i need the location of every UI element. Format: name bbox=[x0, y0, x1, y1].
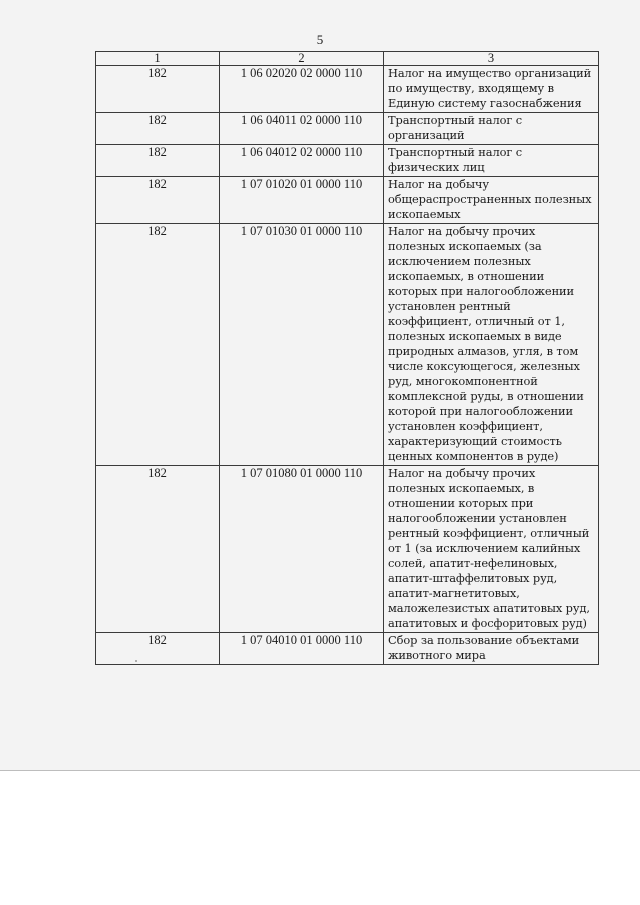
revenue-code-cell: 1 07 01020 01 0000 110 bbox=[220, 177, 384, 224]
revenue-code-cell: 1 06 04012 02 0000 110 bbox=[220, 145, 384, 177]
revenue-code-cell: 1 06 04011 02 0000 110 bbox=[220, 113, 384, 145]
admin-code-cell: 182 bbox=[96, 466, 220, 633]
table-row bbox=[96, 466, 599, 633]
revenue-code-cell: 1 07 04010 01 0000 110 bbox=[220, 633, 384, 665]
table-header-row bbox=[96, 52, 599, 66]
table-row bbox=[96, 66, 599, 113]
admin-code-cell: 182 bbox=[96, 177, 220, 224]
table-row bbox=[96, 113, 599, 145]
revenue-name-cell: Транспортный налог с физических лиц bbox=[384, 145, 599, 177]
admin-code-cell: 182 bbox=[96, 633, 220, 665]
table-row bbox=[96, 145, 599, 177]
admin-code-cell: 182 bbox=[96, 66, 220, 113]
revenue-name-cell: Налог на добычу общераспространенных полезных ископаемых bbox=[384, 177, 599, 224]
scan-speck bbox=[135, 660, 137, 662]
admin-code-cell: 182 bbox=[96, 145, 220, 177]
table-row bbox=[96, 633, 599, 665]
revenue-name-cell: Сбор за пользование объектами животного мира bbox=[384, 633, 599, 665]
revenue-name-cell: Транспортный налог с организаций bbox=[384, 113, 599, 145]
admin-code-cell: 182 bbox=[96, 224, 220, 466]
column-header-1: 1 bbox=[96, 52, 220, 66]
revenue-code-cell: 1 06 02020 02 0000 110 bbox=[220, 66, 384, 113]
table-row bbox=[96, 177, 599, 224]
revenue-code-cell: 1 07 01030 01 0000 110 bbox=[220, 224, 384, 466]
column-header-3: 3 bbox=[384, 52, 599, 66]
admin-code-cell: 182 bbox=[96, 113, 220, 145]
revenue-name-cell: Налог на добычу прочих полезных ископаемых (за исключением полезных ископаемых, в отношении которых при налогообложении установлен рентный коэффициент, отличный от 1, полезных ископаемых в виде природных алмазов, угля, в том числе коксующегося, железных руд, многокомпонентной комплексной руды, в отношении которой при налогообложении установлен коэффициент, характеризующий стоимость ценных компонентов в руде) bbox=[384, 224, 599, 466]
table-row bbox=[96, 224, 599, 466]
revenue-name-cell: Налог на добычу прочих полезных ископаемых, в отношении которых при налогообложении установлен рентный коэффициент, отличный от 1 (за исключением калийных солей, апатит-нефелиновых, апатит-штаффелитовых руд, апатит-магнетитовых, маложелезистых апатитовых руд, апатитовых и фосфоритовых руд) bbox=[384, 466, 599, 633]
revenue-codes-table bbox=[95, 51, 599, 665]
revenue-name-cell: Налог на имущество организаций по имуществу, входящему в Единую систему газоснабжения bbox=[384, 66, 599, 113]
revenue-code-cell: 1 07 01080 01 0000 110 bbox=[220, 466, 384, 633]
page-number: 5 bbox=[316, 32, 324, 47]
column-header-2: 2 bbox=[220, 52, 384, 66]
